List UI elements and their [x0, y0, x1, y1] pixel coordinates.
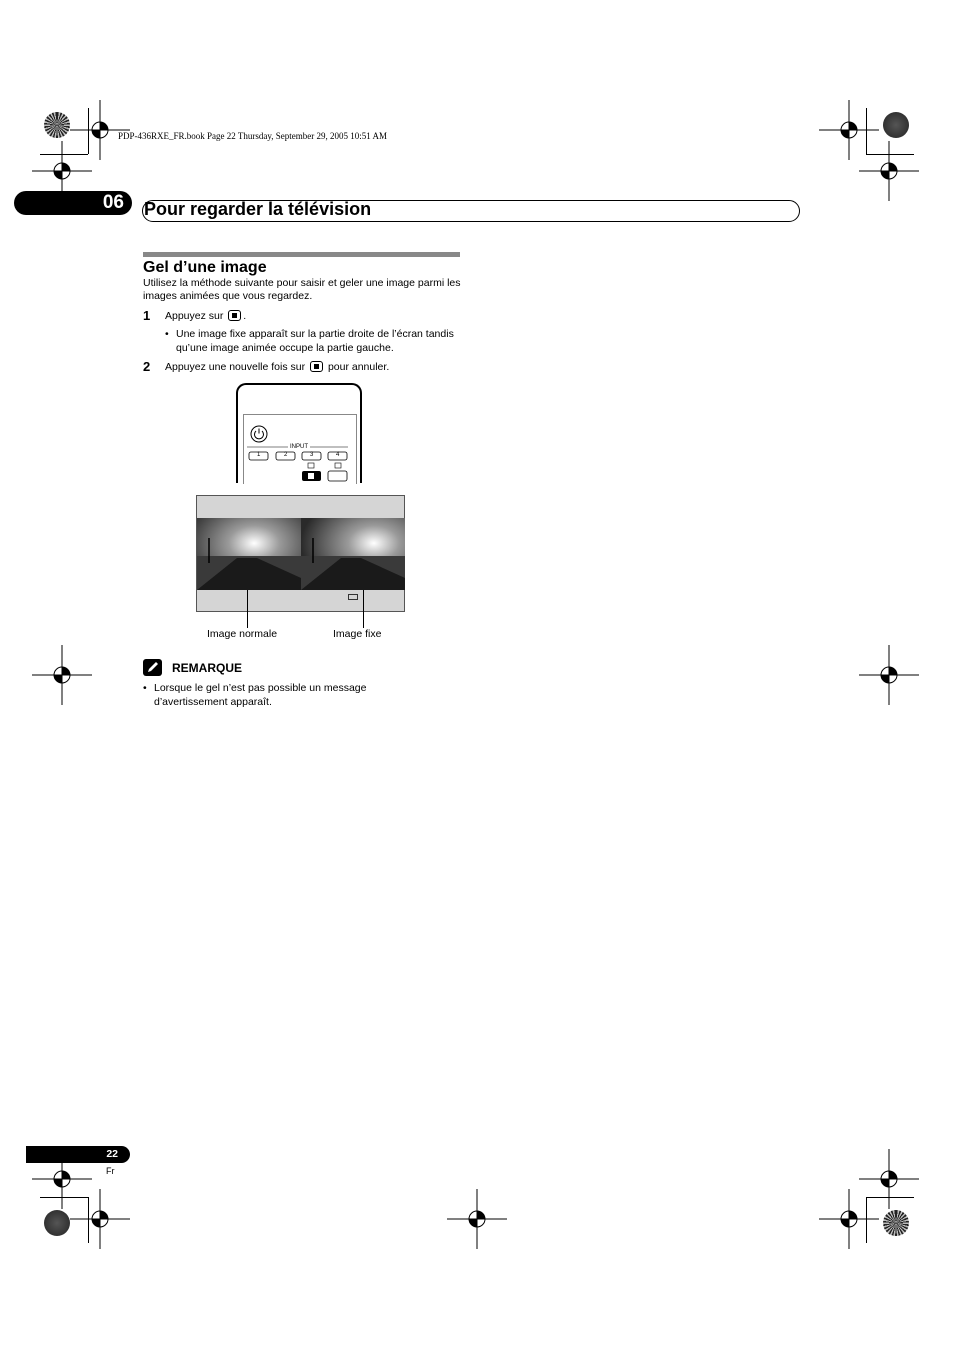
bullet-dot: • [165, 328, 169, 340]
crop-mark [88, 1197, 89, 1243]
step-text-before: Appuyez sur [165, 310, 224, 322]
step-text-before: Appuyez une nouvelle fois sur [165, 361, 306, 373]
step-text [165, 361, 389, 374]
step-bullet [165, 328, 465, 355]
crop-mark [866, 108, 867, 154]
note-bullet [143, 682, 403, 709]
freeze-button-icon [228, 310, 241, 321]
bullet-dot: • [143, 682, 147, 694]
note-title: REMARQUE [172, 661, 243, 675]
registration-mark-icon [859, 645, 919, 705]
remote-button-label: 4 [336, 452, 340, 458]
normal-image-photo [197, 518, 301, 590]
chapter-title: Pour regarder la télévision [144, 199, 372, 219]
step-text-after: . [243, 310, 247, 322]
page-number: 22 [26, 1146, 130, 1163]
file-header: PDP-436RXE_FR.book Page 22 Thursday, September 29, 2005 10:51 AM [118, 131, 387, 141]
caption-normal-image: Image normale [207, 628, 278, 640]
bullet-text: Une image fixe apparaît sur la partie droite de l’écran tandis qu’une image animée occupe la partie gauche. [176, 328, 454, 354]
print-target-icon [44, 1210, 70, 1236]
step-text-after: pour annuler. [327, 361, 390, 373]
still-image-photo [301, 518, 405, 590]
crop-mark [88, 108, 89, 154]
registration-mark-icon [859, 141, 919, 201]
language-code: Fr [106, 1166, 115, 1176]
crop-mark [40, 154, 88, 155]
section-rule [143, 252, 460, 257]
remote-button-label: 1 [257, 452, 261, 458]
step-number: 1 [143, 308, 151, 323]
print-target-icon [883, 112, 909, 138]
section-title: Gel d’une image [143, 259, 267, 276]
section-intro: Utilisez la méthode suivante pour saisir et geler une image parmi les images animées que vous regardez. [143, 277, 461, 302]
crop-mark [866, 1197, 914, 1198]
freeze-button-icon [310, 361, 323, 372]
remote-input-label: INPUT [290, 444, 308, 450]
note-pencil-icon [143, 659, 162, 676]
registration-mark-icon [70, 1189, 130, 1249]
crop-mark [40, 1197, 88, 1198]
registration-mark-icon [819, 1189, 879, 1249]
print-target-icon [883, 1210, 909, 1236]
step-text [165, 310, 246, 323]
print-target-icon [44, 112, 70, 138]
remote-button-label: 3 [310, 452, 314, 458]
leader-line [247, 590, 248, 628]
remote-button-label: 2 [284, 452, 288, 458]
note-text: Lorsque le gel n’est pas possible un message d’avertissement apparaît. [154, 682, 367, 708]
registration-mark-icon [447, 1189, 507, 1249]
leader-line [363, 590, 364, 628]
crop-mark [866, 154, 914, 155]
crop-mark [866, 1197, 867, 1243]
freeze-indicator-icon [348, 594, 358, 600]
caption-still-image: Image fixe [333, 628, 382, 640]
chapter-number: 06 [14, 191, 132, 215]
step-number: 2 [143, 359, 151, 374]
registration-mark-icon [32, 645, 92, 705]
